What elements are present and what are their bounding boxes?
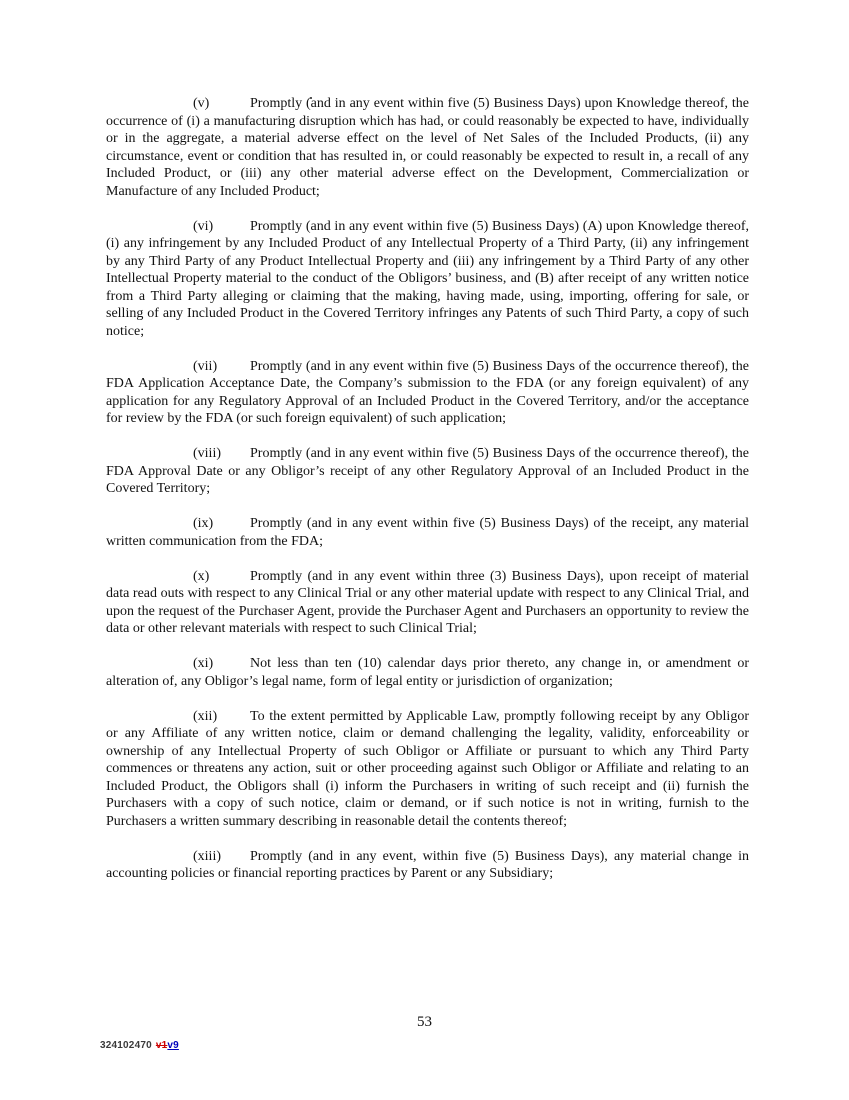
clause-text: Promptly (and in any event within three (3) Business Days), upon receipt of material data read outs with respect to any Clinical Trial or any other material update with respect to any Clinical Trial, and upon the request of the Purchaser Agent, provide the Purchaser Agent and Purchasers an opportunity to review the data or other relevant materials with respect to such Clinical Trial;: [106, 568, 749, 636]
clause-number: (x): [193, 568, 210, 584]
clause-number: (xiii): [193, 848, 221, 864]
contract-clause-xiii: [106, 848, 749, 883]
contract-clause-xii: [106, 708, 749, 831]
footer-inserted-version: v9: [167, 1040, 179, 1051]
clause-text: Promptly (and in any event within five (5) Business Days of the occurrence thereof), the FDA Approval Date or any Obligor’s receipt of any other Regulatory Approval of an Included Product in the Covered Territory;: [106, 446, 749, 496]
clause-number: (v): [193, 96, 210, 111]
contract-text-body: [106, 95, 749, 900]
footer-deleted-version: v1: [155, 1040, 168, 1051]
clause-number: (xii): [193, 708, 218, 724]
contract-clause-vii: [106, 358, 749, 428]
clause-number: (viii): [193, 446, 221, 461]
clause-text: To the extent permitted by Applicable Law, promptly following receipt by any Obligor or any Affiliate of any written notice, claim or demand challenging the legality, validity, enforceability or ownership of any Intellectual Property of such Obligor or Affiliate or pursuant to which any Third Party commences or threatens any action, suit or other proceeding against such Obligor or Affiliate and relating to an Included Product, the Obligors shall (i) inform the Purchasers in writing of such receipt and (ii) furnish the Purchasers with a copy of such notice, claim or demand, or if such notice is not in writing, furnish to the Purchasers a written summary describing in reasonable detail the contents thereof;: [106, 708, 749, 829]
clause-text: Promptly (and in any event within five (5) Business Days) (A) upon Knowledge thereof, (i) any infringement by any Included Product of any Intellectual Property of a Third Party, (ii) any infringement by any Third Party of any Product Intellectual Property and (iii) any infringement by a Third Party of any other Intellectual Property material to the conduct of the Obligors’ business, and (B) after receipt of any written notice from a Third Party alleging or claiming that the making, having made, using, importing, offering for sale, or selling of any Included Product in the Covered Territory infringes any Patents of such Third Party, a copy of such notice;: [106, 218, 749, 339]
contract-clause-ix: [106, 515, 749, 550]
clause-number: (vi): [193, 218, 214, 234]
contract-clause-vi: [106, 218, 749, 341]
document-footer: [100, 1040, 179, 1052]
clause-text: Promptly (and in any event within five (5) Business Days of the occurrence thereof), the FDA Application Acceptance Date, the Company’s submission to the FDA (or any foreign equivalent) of any application for any Regulatory Approval of an Included Product in the Covered Territory, and/or the acceptance for review by the FDA (or such foreign equivalent) of such application;: [106, 358, 749, 426]
contract-clause-x: [106, 568, 749, 638]
clause-number: (ix): [193, 516, 214, 531]
clause-number: (xi): [193, 656, 214, 671]
clause-text: Promptly (and in any event within five (5) Business Days) upon Knowledge thereof, the occurrence of (i) a manufacturing disruption which has had, or could reasonably be expected to have, individually or in the aggregate, a material adverse effect on the level of Net Sales of the Included Products, (ii) any circumstance, event or condition that has resulted in, or could reasonably be expected to result in, a recall of any Included Product, or (iii) any other material adverse effect on the Development, Commercialization or Manufacture of any Included Product;: [106, 96, 749, 199]
footer-doc-id: 324102470: [100, 1040, 152, 1051]
clause-text: Promptly (and in any event, within five (5) Business Days), any material change in accounting policies or financial reporting practices by Parent or any Subsidiary;: [106, 848, 749, 881]
clause-text: Not less than ten (10) calendar days prior thereto, any change in, or amendment or alteration of, any Obligor’s legal name, form of legal entity or jurisdiction of organization;: [106, 656, 749, 689]
contract-clause-viii: [106, 445, 749, 498]
clause-number: (vii): [193, 358, 218, 374]
contract-clause-xi: [106, 655, 749, 690]
clause-text: Promptly (and in any event within five (5) Business Days) of the receipt, any material written communication from the FDA;: [106, 516, 749, 549]
page-number: 53: [417, 1014, 432, 1030]
contract-clause-v: [106, 95, 749, 200]
